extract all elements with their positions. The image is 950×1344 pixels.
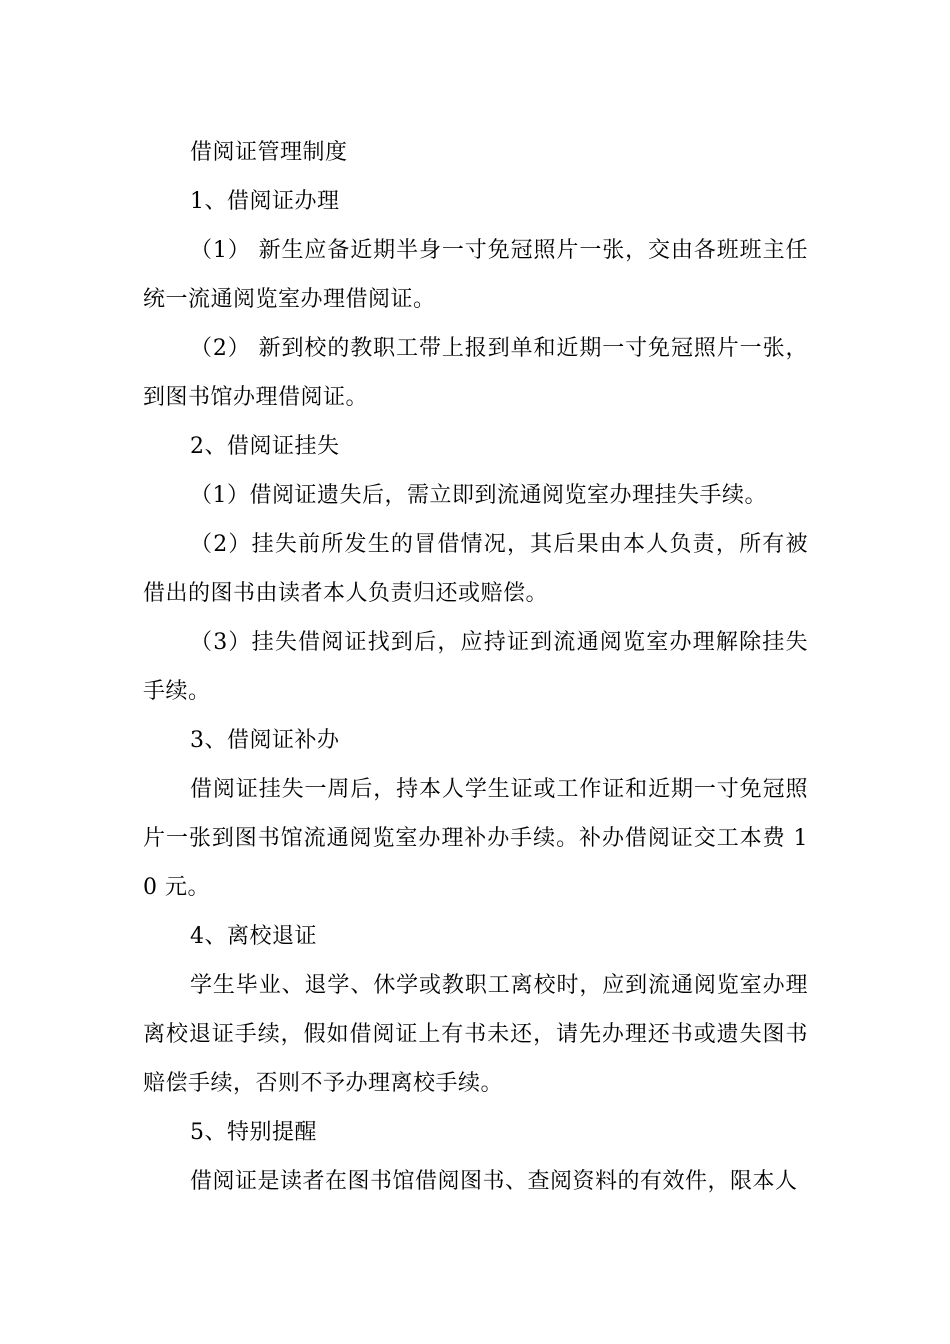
- document-title: 借阅证管理制度: [190, 140, 348, 165]
- paragraph-1-2: （2） 新到校的教职工带上报到单和近期一寸免冠照片一张，到图书馆办理借阅证。: [143, 336, 808, 410]
- paragraph-1-1: （1） 新生应备近期半身一寸免冠照片一张，交由各班班主任统一流通阅览室办理借阅证。: [143, 238, 808, 312]
- section-heading-1: 1、借阅证办理: [190, 189, 340, 214]
- section-heading-5: 5、特别提醒: [190, 1120, 317, 1145]
- paragraph-2-2: （2）挂失前所发生的冒借情况，其后果由本人负责，所有被借出的图书由读者本人负责归还或赔偿。: [143, 532, 808, 606]
- paragraph-4-1: 学生毕业、退学、休学或教职工离校时，应到流通阅览室办理离校退证手续，假如借阅证上有书未还，请先办理还书或遗失图书赔偿手续，否则不予办理离校手续。: [143, 973, 808, 1096]
- document-body: [143, 128, 808, 1206]
- paragraph-2-3: （3）挂失借阅证找到后，应持证到流通阅览室办理解除挂失手续。: [143, 630, 808, 704]
- section-heading-3: 3、借阅证补办: [190, 728, 340, 753]
- paragraph-3-1: 借阅证挂失一周后，持本人学生证或工作证和近期一寸免冠照片一张到图书馆流通阅览室办理补办手续。补办借阅证交工本费 10 元。: [143, 777, 808, 900]
- paragraph-2-1: （1）借阅证遗失后，需立即到流通阅览室办理挂失手续。: [190, 483, 767, 508]
- section-heading-2: 2、借阅证挂失: [190, 434, 340, 459]
- paragraph-5-1: 借阅证是读者在图书馆借阅图书、查阅资料的有效件，限本人: [190, 1169, 798, 1194]
- section-heading-4: 4、离校退证: [190, 924, 317, 949]
